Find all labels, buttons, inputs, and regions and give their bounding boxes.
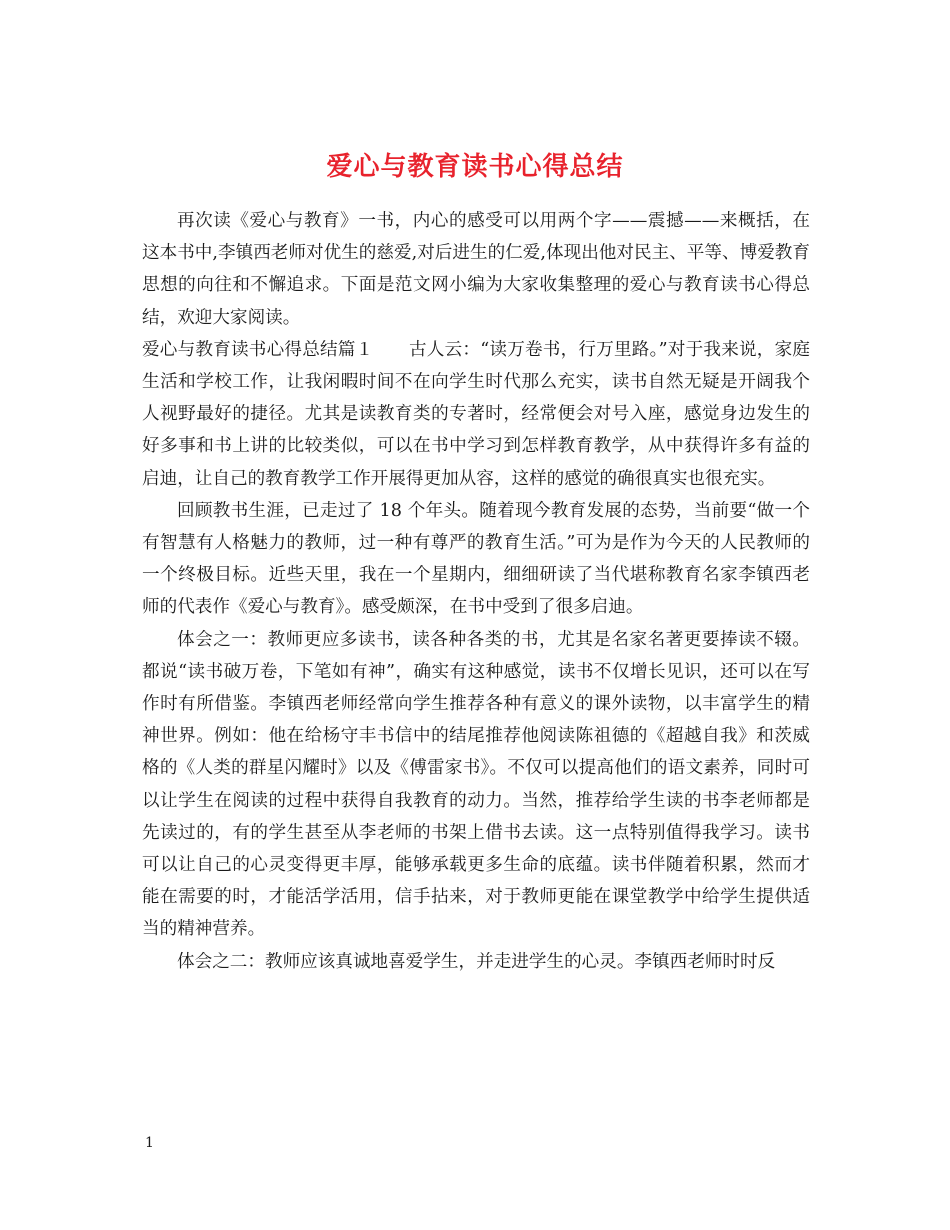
paragraph-intro: 再次读《爱心与教育》一书，内心的感受可以用两个字——震撼——来概括，在这本书中,李镇西老师对优生的慈爱,对后进生的仁爱,体现出他对民主、平等、博爱教育思想的向往和不懈追求。下面是范文网小编为大家收集整理的爱心与教育读书心得总结，欢迎大家阅读。 bbox=[142, 211, 810, 328]
paragraph-career: 回顾教书生涯，已走过了 18 个年头。随着现今教育发展的态势，当前要“做一个有智慧有人格魅力的教师，过一种有尊严的教育生活。”可为是作为今天的人民教师的一个终极目标。近些天里，我在一个星期内，细细研读了当代堪称教育名家李镇西老师的代表作《爱心与教育》。感受颇深，在书中受到了很多启迪。 bbox=[142, 500, 810, 618]
page-number: 1 bbox=[145, 1135, 154, 1151]
paragraph-insight-2: 体会之二：教师应该真诚地喜爱学生，并走进学生的心灵。李镇西老师时时反 bbox=[177, 951, 776, 972]
paragraph-insight-1: 体会之一：教师更应多读书，读各种各类的书，尤其是名家名著更要捧读不辍。都说“读书破万卷，下笔如有神”，确实有这种感觉，读书不仅增长见识，还可以在写作时有所借鉴。李镇西老师经常向学生推荐各种有意义的课外读物，以丰富学生的精神世界。例如：他在给杨守丰书信中的结尾推荐他阅读陈祖德的《超越自我》和茨威格的《人类的群星闪耀时》以及《傅雷家书》。不仅可以提高他们的语文素养，同时可以让学生在阅读的过程中获得自我教育的动力。当然，推荐给学生读的书李老师都是先读过的，有的学生甚至从李老师的书架上借书去读。这一点特别值得我学习。读书可以让自己的心灵变得更丰厚，能够承载更多生命的底蕴。读书伴随着积累，然而才能在需要的时，才能活学活用，信手拈来，对于教师更能在课堂教学中给学生提供适当的精神营养。 bbox=[142, 629, 810, 940]
document-title: 爱心与教育读书心得总结 bbox=[326, 152, 624, 183]
paragraph-section-1: 爱心与教育读书心得总结篇１ 古人云：“读万卷书，行万里路。”对于我来说，家庭生活和学校工作，让我闲暇时间不在向学生时代那么充实，读书自然无疑是开阔我个人视野最好的捷径。尤其是读教育类的专著时，经常便会对号入座，感觉身边发生的好多事和书上讲的比较类似，可以在书中学习到怎样教育教学，从中获得许多有益的启迪，让自己的教育教学工作开展得更加从容，这样的感觉的确很真实也很充实。 bbox=[142, 339, 810, 489]
document-body bbox=[142, 205, 810, 978]
